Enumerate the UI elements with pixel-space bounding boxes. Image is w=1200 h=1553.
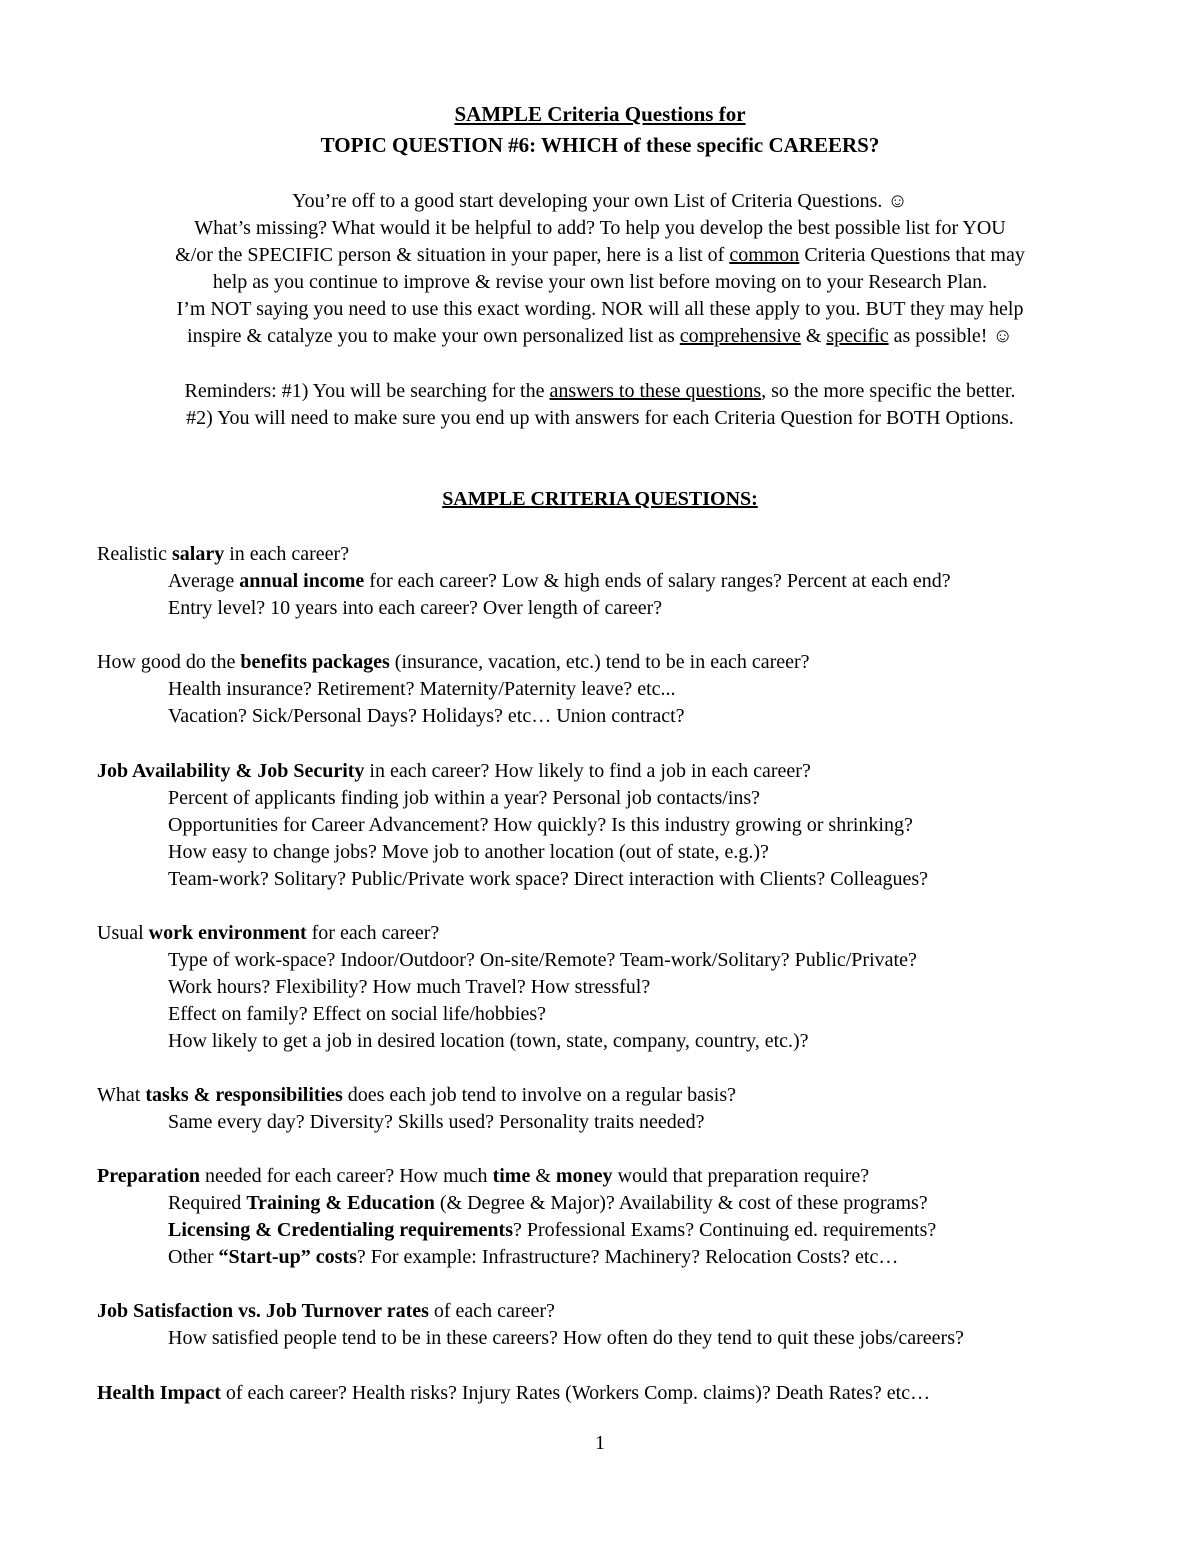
- criteria-keyword: Job Availability & Job Security: [97, 760, 365, 782]
- criteria-group-environment: [97, 920, 1157, 1055]
- underlined-text: answers to these questions: [549, 380, 762, 402]
- criteria-sub: How satisfied people tend to be in these careers? How often do they tend to quit these jobs/careers?: [168, 1327, 964, 1349]
- intro-text: as possible! ☺: [888, 325, 1013, 347]
- criteria-text: of each career? Health risks? Injury Rates (Workers Comp. claims)? Death Rates? etc…: [220, 1382, 931, 1404]
- criteria-text: would that preparation require?: [612, 1165, 870, 1187]
- criteria-text: Required: [168, 1192, 247, 1214]
- intro-text: &/or the SPECIFIC person & situation in your paper, here is a list of: [175, 244, 730, 266]
- criteria-keyword: work environment: [148, 922, 307, 944]
- criteria-text: How good do the: [97, 651, 241, 673]
- criteria-main: [97, 1163, 1157, 1190]
- intro-line: [60, 323, 1140, 350]
- criteria-main: [97, 1380, 1157, 1407]
- criteria-keyword: benefits packages: [240, 651, 390, 673]
- criteria-keyword: Preparation: [97, 1165, 200, 1187]
- criteria-sub: Health insurance? Retirement? Maternity/Paternity leave? etc...: [168, 678, 676, 700]
- criteria-sub: Type of work-space? Indoor/Outdoor? On-site/Remote? Team-work/Solitary? Public/Private?: [168, 949, 917, 971]
- criteria-group-availability: [97, 758, 1157, 893]
- criteria-text: (insurance, vacation, etc.) tend to be in each career?: [389, 651, 810, 673]
- reminder-line: #2) You will need to make sure you end up with answers for each Criteria Question for BOTH Options.: [186, 407, 1014, 429]
- section-heading: SAMPLE CRITERIA QUESTIONS:: [442, 488, 758, 510]
- intro-line: help as you continue to improve & revise your own list before moving on to your Research Plan.: [212, 271, 988, 293]
- criteria-sub: How likely to get a job in desired location (town, state, company, country, etc.)?: [168, 1030, 809, 1052]
- criteria-sub: Effect on family? Effect on social life/hobbies?: [168, 1003, 547, 1025]
- criteria-text: What: [97, 1084, 146, 1106]
- criteria-group-preparation: [97, 1163, 1157, 1271]
- reminder-text: , so the more specific the better.: [761, 380, 1016, 402]
- underlined-text: comprehensive: [679, 325, 801, 347]
- criteria-sub: Team-work? Solitary? Public/Private work space? Direct interaction with Clients? Colleagues?: [168, 868, 929, 890]
- criteria-main: [97, 541, 1157, 568]
- criteria-group-satisfaction: [97, 1298, 1157, 1352]
- criteria-group-health: [97, 1380, 1157, 1407]
- criteria-text: ? For example: Infrastructure? Machinery? Relocation Costs? etc…: [356, 1246, 899, 1268]
- criteria-keyword: tasks & responsibilities: [145, 1084, 343, 1106]
- intro-text: Criteria Questions that may: [799, 244, 1025, 266]
- criteria-sub: Entry level? 10 years into each career? Over length of career?: [168, 597, 663, 619]
- criteria-keyword: Health Impact: [97, 1382, 221, 1404]
- reminders-paragraph: [60, 378, 1140, 432]
- underlined-text: common: [729, 244, 800, 266]
- criteria-text: for each career?: [306, 922, 440, 944]
- criteria-text: (& Degree & Major)? Availability & cost of these programs?: [434, 1192, 928, 1214]
- intro-line: What’s missing? What would it be helpful to add? To help you develop the best possible list for YOU: [194, 217, 1006, 239]
- criteria-sub: Opportunities for Career Advancement? How quickly? Is this industry growing or shrinking?: [168, 814, 913, 836]
- criteria-main: [97, 920, 1157, 947]
- criteria-text: in each career? How likely to find a job in each career?: [364, 760, 811, 782]
- criteria-sub: Percent of applicants finding job within a year? Personal job contacts/ins?: [168, 787, 761, 809]
- reminder-line: [60, 378, 1140, 405]
- criteria-main: [97, 649, 1157, 676]
- page-number: 1: [595, 1432, 605, 1454]
- criteria-keyword: Training & Education: [246, 1192, 435, 1214]
- page-title-line1: SAMPLE Criteria Questions for: [454, 102, 746, 126]
- criteria-sub: Work hours? Flexibility? How much Travel? How stressful?: [168, 976, 651, 998]
- criteria-sub: [97, 1244, 1157, 1271]
- criteria-keyword: Job Satisfaction vs. Job Turnover rates: [97, 1300, 429, 1322]
- underlined-text: specific: [826, 325, 889, 347]
- intro-text: &: [800, 325, 827, 347]
- criteria-sub: Vacation? Sick/Personal Days? Holidays? etc… Union contract?: [168, 705, 685, 727]
- criteria-main: [97, 1298, 1157, 1325]
- criteria-text: Average: [168, 570, 240, 592]
- intro-line: [60, 242, 1140, 269]
- intro-line: I’m NOT saying you need to use this exact wording. NOR will all these apply to you. BUT they may help: [176, 298, 1024, 320]
- criteria-group-benefits: [97, 649, 1157, 730]
- criteria-keyword: time: [492, 1165, 531, 1187]
- intro-text: inspire & catalyze you to make your own personalized list as: [187, 325, 680, 347]
- criteria-sub: [97, 1190, 1157, 1217]
- criteria-text: Realistic: [97, 543, 172, 565]
- criteria-text: Other: [168, 1246, 219, 1268]
- criteria-sub: [97, 568, 1157, 595]
- criteria-keyword: salary: [171, 543, 225, 565]
- criteria-sub: How easy to change jobs? Move job to another location (out of state, e.g.)?: [168, 841, 769, 863]
- intro-paragraph: [60, 188, 1140, 350]
- intro-line: You’re off to a good start developing your own List of Criteria Questions. ☺: [292, 190, 908, 212]
- criteria-keyword: “Start-up” costs: [218, 1246, 357, 1268]
- criteria-text: ? Professional Exams? Continuing ed. requirements?: [513, 1219, 937, 1241]
- criteria-group-tasks: [97, 1082, 1157, 1136]
- criteria-keyword: money: [555, 1165, 613, 1187]
- criteria-text: needed for each career? How much: [199, 1165, 493, 1187]
- criteria-text: &: [530, 1165, 556, 1187]
- criteria-main: [97, 1082, 1157, 1109]
- criteria-text: does each job tend to involve on a regular basis?: [342, 1084, 736, 1106]
- criteria-main: [97, 758, 1157, 785]
- criteria-text: Usual: [97, 922, 149, 944]
- criteria-sub: [97, 1217, 1157, 1244]
- criteria-text: of each career?: [428, 1300, 555, 1322]
- criteria-group-salary: [97, 541, 1157, 622]
- page-title-line2: TOPIC QUESTION #6: WHICH of these specific CAREERS?: [320, 133, 880, 157]
- criteria-sub: Same every day? Diversity? Skills used? Personality traits needed?: [168, 1111, 705, 1133]
- criteria-text: for each career? Low & high ends of salary ranges? Percent at each end?: [364, 570, 951, 592]
- criteria-keyword: Licensing & Credentialing requirements: [168, 1219, 513, 1241]
- criteria-keyword: annual income: [239, 570, 365, 592]
- reminder-text: Reminders: #1) You will be searching for the: [184, 380, 550, 402]
- criteria-text: in each career?: [224, 543, 350, 565]
